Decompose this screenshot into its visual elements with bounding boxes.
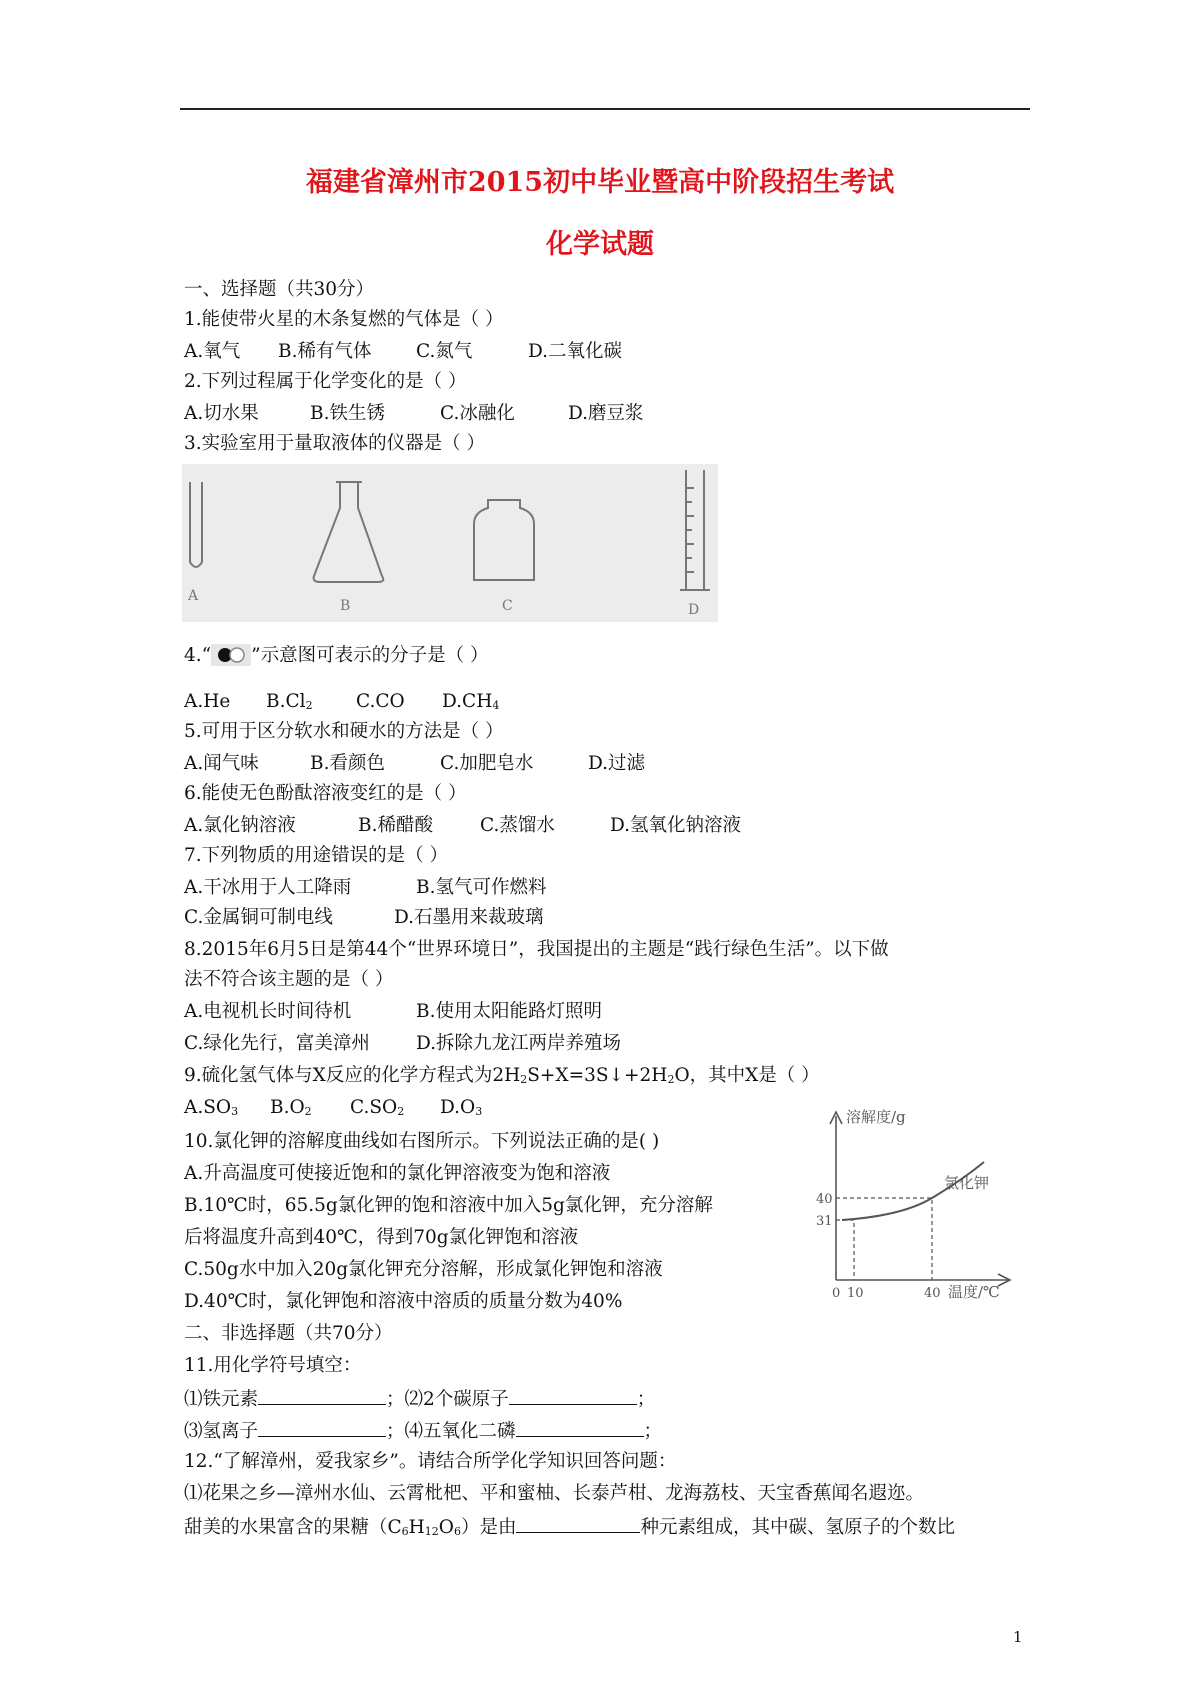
- option-c: C.绿化先行，富美漳州: [184, 1033, 370, 1054]
- instrument-label-d: D: [688, 602, 700, 618]
- option-c: C.蒸馏水: [480, 815, 555, 836]
- question-stem: 9.硫化氢气体与X反应的化学方程式为2H2S+X=3S↓+2H2O，其中X是（ ）: [184, 1065, 820, 1086]
- option-a: A.升高温度可使接近饱和的氯化钾溶液变为饱和溶液: [184, 1163, 611, 1184]
- option-a: A.闻气味: [184, 753, 259, 774]
- question-options: [184, 814, 741, 838]
- x-tick-10: 10: [847, 1286, 864, 1300]
- answer-blank-5[interactable]: [516, 1514, 640, 1533]
- option-a: A.SO3: [184, 1097, 239, 1118]
- section-heading: 二、非选择题（共70分）: [184, 1323, 393, 1344]
- option-c: C.CO: [356, 691, 405, 712]
- lab-instruments-figure: [182, 464, 718, 622]
- option-d: D.O3: [440, 1097, 483, 1118]
- question-stem: 8.2015年6月5日是第44个“世界环境日”，我国提出的主题是“践行绿色生活”。以下做: [184, 939, 889, 960]
- instrument-label-b: B: [340, 598, 351, 614]
- question-stem: 7.下列物质的用途错误的是（ ）: [184, 845, 449, 866]
- solubility-curve-figure: [812, 1104, 1012, 1300]
- option-d: D.磨豆浆: [568, 403, 644, 424]
- answer-blank-2[interactable]: [509, 1386, 637, 1405]
- question-options: [184, 1096, 482, 1124]
- answer-blank-4[interactable]: [516, 1418, 644, 1437]
- option-d: D.40℃时，氯化钾饱和溶液中溶质的质量分数为40%: [184, 1291, 623, 1312]
- option-b: B.看颜色: [310, 753, 385, 774]
- option-c: C.金属铜可制电线: [184, 907, 333, 928]
- reagent-bottle-icon: [474, 500, 534, 580]
- conical-flask-icon: [314, 482, 384, 582]
- option-b: B.Cl2: [266, 691, 313, 712]
- question-options: [184, 1032, 621, 1056]
- question-stem: 12.“了解漳州，爱我家乡”。请结合所学化学知识回答问题：: [184, 1451, 677, 1472]
- y-tick-31: 31: [816, 1214, 833, 1229]
- option-b: B.稀有气体: [278, 341, 372, 362]
- option-b: B.稀醋酸: [358, 815, 433, 836]
- test-tube-icon: [190, 482, 202, 567]
- option-a: A.He: [184, 691, 231, 712]
- molecule-model-icon: [211, 644, 251, 666]
- graph-xlabel: 温度/℃: [948, 1283, 1000, 1300]
- option-a: A.电视机长时间待机: [184, 1001, 352, 1022]
- answer-blank-1[interactable]: [258, 1386, 386, 1405]
- option-b-cont: 后将温度升高到40℃，得到70g氯化钾饱和溶液: [184, 1227, 579, 1248]
- option-b: B.使用太阳能路灯照明: [416, 1001, 602, 1022]
- question-options: [184, 340, 622, 364]
- question-stem: [184, 644, 488, 668]
- graph-ylabel: 溶解度/g: [846, 1108, 906, 1126]
- question-stem: 1.能使带火星的木条复燃的气体是（ ）: [184, 309, 504, 330]
- question-stem: 2.下列过程属于化学变化的是（ ）: [184, 371, 467, 392]
- option-b: B.O2: [270, 1097, 312, 1118]
- fill-in-row: ⑴铁元素 ；⑵2个碳原子 ；: [184, 1386, 655, 1412]
- option-a: A.切水果: [184, 403, 259, 424]
- option-b: B.氢气可作燃料: [416, 877, 547, 898]
- y-tick-40: 40: [816, 1192, 833, 1207]
- question-text: ⑴花果之乡—漳州水仙、云霄枇杷、平和蜜柚、长泰芦柑、龙海荔枝、天宝香蕉闻名遐迩。: [184, 1483, 925, 1504]
- answer-blank-3[interactable]: [258, 1418, 386, 1437]
- option-d: D.CH4: [442, 691, 500, 712]
- q4-stem-post: ”示意图可表示的分子是（ ）: [251, 645, 489, 666]
- question-stem: 5.可用于区分软水和硬水的方法是（ ）: [184, 721, 504, 742]
- graduated-cylinder-icon: [680, 470, 710, 590]
- option-a: A.干冰用于人工降雨: [184, 877, 352, 898]
- option-c: C.加肥皂水: [440, 753, 534, 774]
- option-d: D.拆除九龙江两岸养殖场: [416, 1033, 622, 1054]
- q4-stem-pre: 4.“: [184, 645, 212, 666]
- question-options: [184, 876, 546, 900]
- question-stem: 11.用化学符号填空：: [184, 1355, 362, 1376]
- question-options: [184, 402, 644, 426]
- question-stem: 10.氯化钾的溶解度曲线如右图所示。下列说法正确的是( ): [184, 1131, 660, 1152]
- subject-title: 化学试题: [546, 229, 654, 260]
- question-text: 甜美的水果富含的果糖（C6H12O6）是由 种元素组成，其中碳、氢原子的个数比: [184, 1514, 955, 1544]
- option-c: C.氮气: [416, 341, 473, 362]
- question-options: [184, 1000, 602, 1024]
- page-number: 1: [1013, 1628, 1023, 1646]
- option-b: B.铁生锈: [310, 403, 385, 424]
- question-options: [184, 690, 499, 718]
- option-d: D.石墨用来裁玻璃: [394, 907, 544, 928]
- option-a: A.氯化钠溶液: [184, 815, 296, 836]
- exam-title: 福建省漳州市2015初中毕业暨高中阶段招生考试: [305, 167, 895, 198]
- question-options: [184, 906, 544, 930]
- option-a: A.氧气: [184, 341, 241, 362]
- option-d: D.二氧化碳: [528, 341, 623, 362]
- section-heading: 一、选择题（共30分）: [184, 279, 375, 300]
- header-rule: [180, 108, 1030, 110]
- option-d: D.过滤: [588, 753, 646, 774]
- option-c: C.SO2: [350, 1097, 405, 1118]
- x-tick-40: 40: [924, 1286, 941, 1300]
- fill-in-row: ⑶氢离子 ；⑷五氧化二磷 ；: [184, 1418, 662, 1444]
- option-b: B.10℃时，65.5g氯化钾的饱和溶液中加入5g氯化钾，充分溶解: [184, 1195, 713, 1216]
- question-stem: 6.能使无色酚酞溶液变红的是（ ）: [184, 783, 467, 804]
- question-options: [184, 752, 645, 776]
- option-c: C.50g水中加入20g氯化钾充分溶解，形成氯化钾饱和溶液: [184, 1259, 663, 1280]
- instrument-label-c: C: [502, 598, 513, 614]
- x-tick-0: 0: [832, 1286, 841, 1300]
- option-c: C.冰融化: [440, 403, 515, 424]
- curve-label: 氯化钾: [944, 1174, 990, 1192]
- question-stem: 3.实验室用于量取液体的仪器是（ ）: [184, 433, 486, 454]
- instrument-label-a: A: [188, 588, 199, 604]
- question-stem-cont: 法不符合该主题的是（ ）: [184, 969, 394, 990]
- option-d: D.氢氧化钠溶液: [610, 815, 742, 836]
